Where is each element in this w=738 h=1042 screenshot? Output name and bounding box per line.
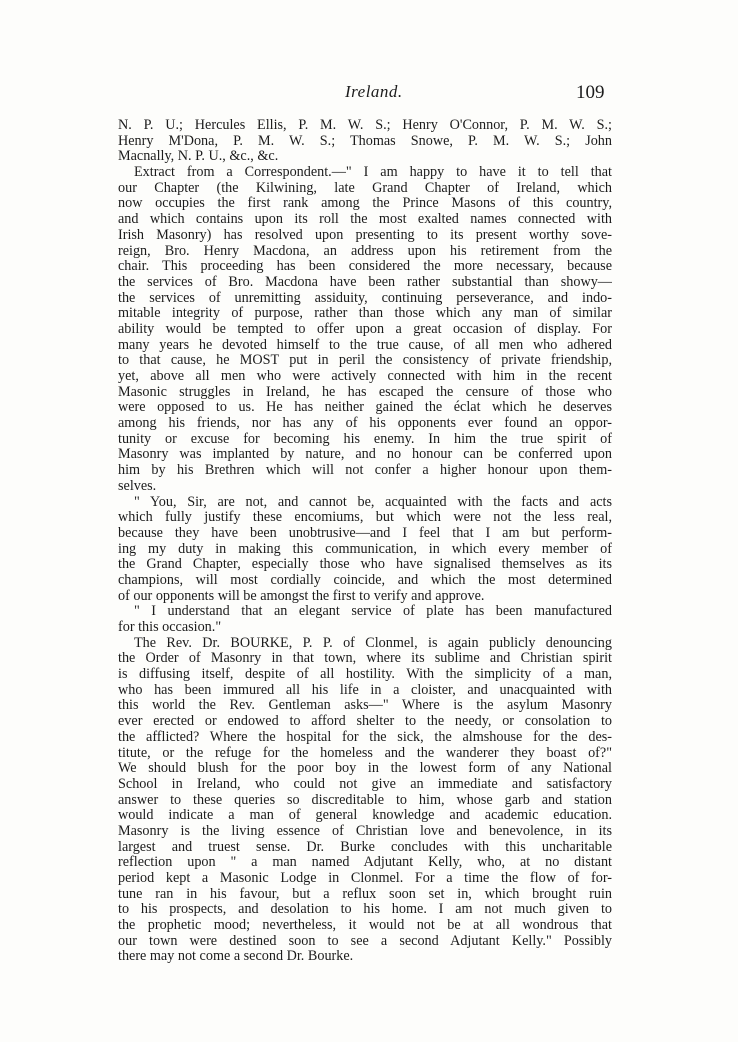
text-line: champions, will most cordially coincide, and which the most determined (118, 572, 612, 588)
text-line: who has been immured all his life in a cloister, and unacquainted with (118, 682, 612, 698)
text-line: and which contains upon its roll the most exalted names connected with (118, 212, 612, 228)
text-line: ability would be tempted to offer upon a great occasion of display. For (118, 321, 612, 337)
text-line: The Rev. Dr. BOURKE, P. P. of Clonmel, is again publicly denouncing (134, 635, 612, 651)
text-line: the afflicted? Where the hospital for the sick, the almshouse for the des- (118, 729, 612, 745)
text-line: the services of Bro. Macdona have been rather substantial than showy— (118, 274, 612, 290)
text-line: this world the Rev. Gentleman asks—" Where is the asylum Masonry (118, 698, 612, 714)
text-line: there may not come a second Dr. Bourke. (118, 949, 354, 965)
text-line: many years he devoted himself to the true cause, of all men who adhered (118, 337, 612, 353)
text-line: tune ran in his favour, but a reflux soon set in, which brought ruin (118, 886, 612, 902)
text-line: Irish Masonry) has resolved upon presenting to its present worthy sove- (118, 227, 612, 243)
text-line: were opposed to us. He has neither gained the éclat which he deserves (118, 400, 612, 416)
text-line: Masonry is the living essence of Christian love and benevolence, in its (118, 823, 612, 839)
text-line: the Grand Chapter, especially those who have signalised themselves as its (118, 557, 612, 573)
text-line: Masonry was implanted by nature, and no honour can be conferred upon (118, 447, 612, 463)
text-line: We should blush for the poor boy in the lowest form of any National (118, 761, 612, 777)
text-line: answer to these queries so discreditable to him, whose garb and station (118, 792, 612, 808)
text-line: Masonic struggles in Ireland, he has escaped the censure of those who (118, 384, 612, 400)
text-line: would indicate a man of general knowledge and academic education. (118, 808, 612, 824)
text-line: Macnally, N. P. U., &c., &c. (118, 149, 279, 165)
text-line: ever erected or endowed to afford shelter to the needy, or consolation to (118, 714, 612, 730)
text-line: titute, or the refuge for the homeless and the wanderer they boast of?" (118, 745, 612, 761)
body-text (118, 118, 612, 965)
text-line: period kept a Masonic Lodge in Clonmel. For a time the flow of for- (118, 871, 612, 886)
running-title: Ireland. (345, 82, 403, 101)
text-line: reflection upon " a man named Adjutant Kelly, who, at no distant (118, 855, 612, 871)
text-line: Henry M'Dona, P. M. W. S.; Thomas Snowe, P. M. W. S.; John (118, 133, 612, 149)
text-line: of our opponents will be amongst the first to verify and approve. (118, 588, 485, 604)
text-line: " You, Sir, are not, and cannot be, acquainted with the facts and acts (134, 494, 612, 510)
text-line: selves. (118, 478, 157, 494)
text-line: is diffusing itself, despite of all hostility. With the simplicity of a man, (118, 667, 612, 683)
text-line: yet, above all men who were actively connected with him in the recent (118, 369, 612, 384)
text-line: Extract from a Correspondent.—" I am happy to have it to tell that (134, 165, 612, 181)
text-line: for this occasion." (118, 620, 222, 635)
text-line: mitable integrity of purpose, rather than those which any man of similar (118, 306, 612, 322)
text-line: tunity or excuse for becoming his enemy. In him the true spirit of (118, 431, 612, 447)
text-line: him by his Brethren which will not confer a higher honour upon them- (118, 463, 612, 479)
text-line: School in Ireland, who could not give an immediate and satisfactory (118, 776, 612, 792)
text-line: to his prospects, and desolation to his home. I am not much given to (118, 902, 612, 918)
text-line: N. P. U.; Hercules Ellis, P. M. W. S.; Henry O'Connor, P. M. W. S.; (118, 118, 612, 133)
text-line: which fully justify these encomiums, but which were not the less real, (118, 510, 612, 526)
text-line: ing my duty in making this communication, in which every member of (118, 541, 612, 557)
text-line: chair. This proceeding has been considered the more necessary, because (118, 259, 612, 275)
page-number: 109 (576, 82, 605, 103)
text-line: our town were destined soon to see a second Adjutant Kelly." Possibly (118, 933, 612, 949)
text-line: because they have been unobtrusive—and I feel that I am but perform- (118, 525, 612, 541)
text-line: to that cause, he MOST put in peril the consistency of private friendship, (118, 353, 612, 369)
text-line: the services of unremitting assiduity, continuing perseverance, and indo- (118, 290, 612, 306)
text-line: the Order of Masonry in that town, where its sublime and Christian spirit (118, 651, 612, 667)
text-line: our Chapter (the Kilwining, late Grand Chapter of Ireland, which (118, 180, 612, 196)
text-line: reign, Bro. Henry Macdona, an address upon his retirement from the (118, 243, 612, 259)
text-line: now occupies the first rank among the Prince Masons of this country, (118, 196, 612, 212)
text-line: the prophetic mood; nevertheless, it would not be at all wondrous that (118, 918, 612, 934)
text-line: among his friends, nor has any of his opponents ever found an oppor- (118, 416, 612, 432)
text-line: largest and truest sense. Dr. Burke concludes with this uncharitable (118, 839, 612, 855)
text-line: " I understand that an elegant service of plate has been manufactured (134, 604, 612, 620)
